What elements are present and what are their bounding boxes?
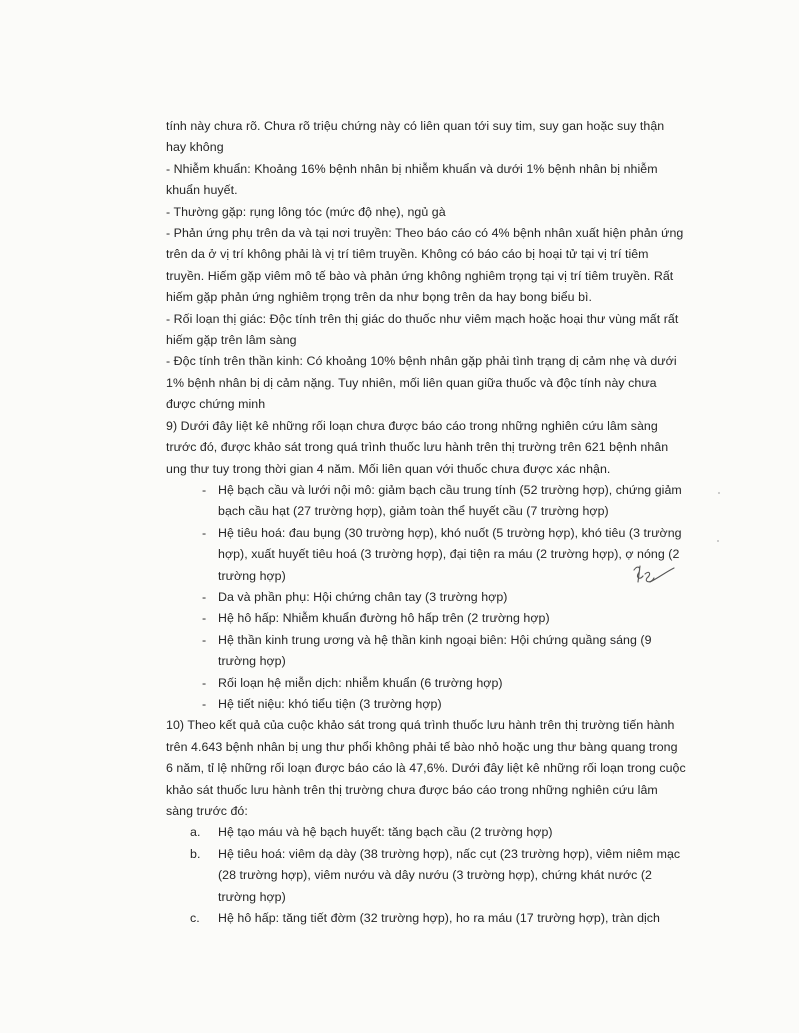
list-item-text: Hệ thần kinh trung ương và hệ thần kinh ngoại biên: Hội chứng quầng sáng (9 trường hợp) [218, 632, 652, 669]
list-item [166, 630, 686, 673]
list-item [166, 908, 686, 929]
signature-initials-icon [626, 560, 676, 590]
paragraph: 9) Dưới đây liệt kê những rối loạn chưa được báo cáo trong những nghiên cứu lâm sàng trước đó, được khảo sát trong quá trình thuốc lưu hành trên thị trường trên 621 bệnh nhân ung thư tuy trong thời gian 4 năm. Mối liên quan với thuốc chưa được xác nhận. [166, 418, 669, 476]
list-item-text: Hệ tiết niệu: khó tiểu tiện (3 trường hợp) [218, 696, 442, 711]
list-section-9 [166, 480, 686, 715]
paragraph: - Rối loạn thị giác: Độc tính trên thị giác do thuốc như viêm mạch hoặc hoại thư vùng mất rất hiếm gặp trên lâm sàng [166, 311, 679, 348]
list-item-text: Hệ hô hấp: Nhiễm khuẩn đường hô hấp trên (2 trường hợp) [218, 611, 550, 626]
list-marker: b. [190, 846, 201, 861]
list-item-text: Rối loạn hệ miễn dịch: nhiễm khuẩn (6 trường hợp) [218, 675, 503, 690]
list-marker: - [202, 632, 207, 647]
list-item [166, 694, 686, 715]
list-item-text: Hệ tạo máu và hệ bạch huyết: tăng bạch cầu (2 trường hợp) [218, 825, 553, 840]
paragraph: - Thường gặp: rụng lông tóc (mức độ nhẹ), ngủ gà [166, 204, 446, 219]
list-marker: a. [190, 825, 201, 840]
paragraph: - Độc tính trên thần kinh: Có khoảng 10% bệnh nhân gặp phải tình trạng dị cảm nhẹ và dưới 1% bệnh nhân bị dị cảm nặng. Tuy nhiên, mối liên quan giữa thuốc và độc tính này chưa được chứng minh [166, 354, 677, 412]
paragraph: tính này chưa rõ. Chưa rõ triệu chứng này có liên quan tới suy tim, suy gan hoặc suy thận hay không [166, 119, 665, 155]
list-item-text: Hệ hô hấp: tăng tiết đờm (32 trường hợp), ho ra máu (17 trường hợp), tràn dịch [218, 911, 660, 926]
list-item-text: Da và phần phụ: Hội chứng chân tay (3 trường hợp) [218, 589, 508, 604]
list-item [166, 480, 686, 523]
scan-speck [717, 540, 719, 542]
list-marker: - [202, 482, 207, 497]
body-text [166, 116, 686, 929]
list-section-10 [166, 822, 686, 929]
list-item-text: Hệ tiêu hoá: đau bụng (30 trường hợp), khó nuốt (5 trường hợp), khó tiêu (3 trường hợp), xuất huyết tiêu hoá (3 trường hợp), đại tiện ra máu (2 trường hợp), ợ nóng (2 trường hợp) [218, 525, 682, 583]
list-item [166, 673, 686, 694]
list-item-text: Hệ bạch cầu và lưới nội mô: giảm bạch cầu trung tính (52 trường hợp), chứng giảm bạch cầu hạt (27 trường hợp), giảm toàn thể huyết cầu (7 trường hợp) [218, 482, 682, 519]
paragraph: - Phản ứng phụ trên da và tại nơi truyền: Theo báo cáo có 4% bệnh nhân xuất hiện phản ứng trên da ở vị trí không phải là vị trí tiêm truyền. Không có báo cáo bị hoại tử tại vị trí tiêm truyền. Hiếm gặp viêm mô tế bào và phản ứng không nghiêm trọng tại vị trí tiêm truyền. Rất hiếm gặp phản ứng nghiêm trọng trên da như bọng trên da hay bong biểu bì. [166, 226, 684, 305]
list-marker: - [202, 611, 207, 626]
list-item [166, 822, 686, 843]
list-marker: - [202, 675, 207, 690]
list-marker: c. [190, 911, 200, 926]
paragraph: - Nhiễm khuẩn: Khoảng 16% bệnh nhân bị nhiễm khuẩn và dưới 1% bệnh nhân bị nhiễm khuẩn huyết. [166, 161, 658, 198]
list-item [166, 844, 686, 908]
list-item [166, 587, 686, 608]
list-marker: - [202, 696, 207, 711]
paragraph: 10) Theo kết quả của cuộc khảo sát trong quá trình thuốc lưu hành trên thị trường tiến hành trên 4.643 bệnh nhân bị ung thư phổi không phải tế bào nhỏ hoặc ung thư bàng quang trong 6 năm, tỉ lệ những rối loạn được báo cáo là 47,6%. Dưới đây liệt kê những rối loạn trong cuộc khảo sát thuốc lưu hành trên thị trường chưa được báo cáo trong những nghiên cứu lâm sàng trước đó: [166, 718, 686, 818]
list-marker: - [202, 525, 207, 540]
list-item [166, 523, 686, 587]
list-item [166, 608, 686, 629]
list-item-text: Hệ tiêu hoá: viêm dạ dày (38 trường hợp), nấc cụt (23 trường hợp), viêm niêm mạc (28 trường hợp), viêm nướu và dây nướu (3 trường hợp), chứng khát nước (2 trường hợp) [218, 846, 681, 904]
scan-speck [718, 492, 720, 494]
list-marker: - [202, 589, 207, 604]
